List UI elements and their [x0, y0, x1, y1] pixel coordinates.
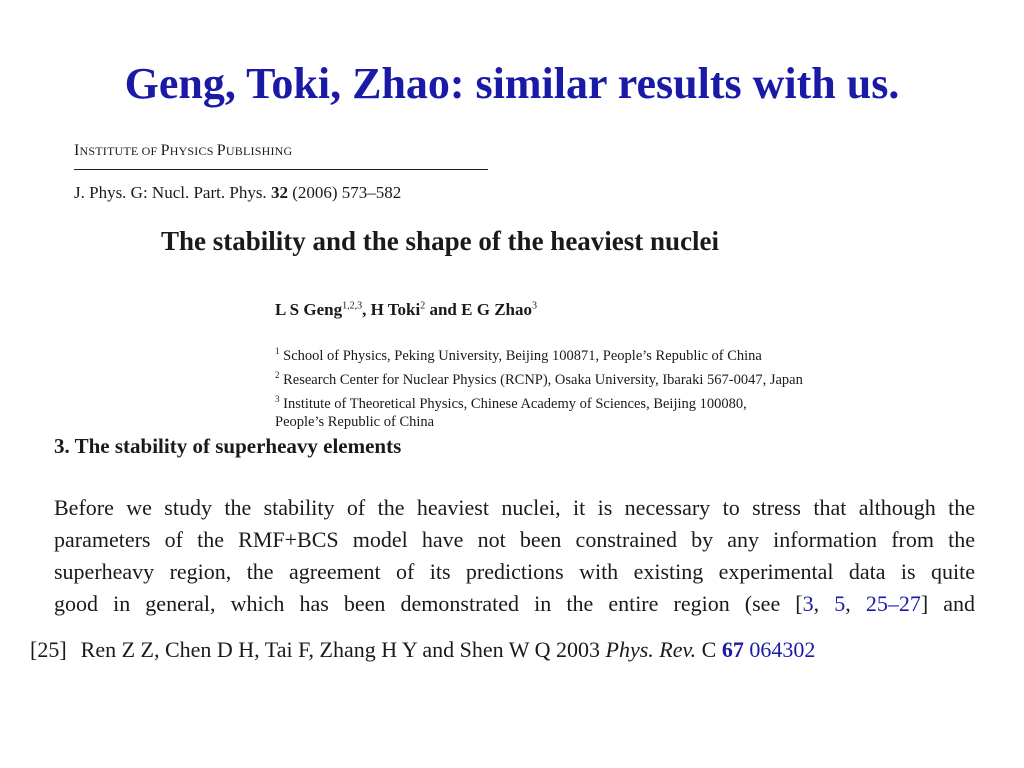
publisher-name: INSTITUTE OF PHYSICS PUBLISHING — [74, 142, 293, 159]
reference-authors: Ren Z Z, Chen D H, Tai F, Zhang H Y and Shen W Q 2003 — [80, 637, 601, 662]
author-list: L S Geng$^{1,2,3}$, H Toki$^2$ and E G Zhao$^3$ — [275, 300, 537, 319]
reference-journal: Phys. Rev. — [605, 637, 697, 662]
citation-link[interactable]: 3 — [802, 591, 814, 616]
paper-title: The stability and the shape of the heaviest nuclei — [161, 226, 720, 256]
citation-link[interactable]: 25–27 — [865, 591, 921, 616]
body-line: good in general, which has been demonstrated in the entire region (see [3, 5, 25–27] and — [54, 591, 975, 616]
section-heading: 3. The stability of superheavy elements — [54, 434, 402, 458]
reference-volume-link[interactable]: 67 — [721, 637, 744, 662]
body-line: superheavy region, the agreement of its predictions with existing experimental data is quite — [54, 559, 975, 584]
affiliations — [275, 342, 803, 432]
body-line: parameters of the RMF+BCS model have not been constrained by any information from the — [54, 527, 975, 552]
journal-citation: J. Phys. G: Nucl. Part. Phys. 32 (2006) 573–582 — [74, 183, 402, 202]
reference-entry: [25] Ren Z Z, Chen D H, Tai F, Zhang H Y and Shen W Q 2003 Phys. Rev. C 67 064302 — [30, 637, 816, 662]
publisher-divider — [74, 169, 488, 170]
affiliation-item: $^1$ School of Physics, Peking University, Beijing 100871, People’s Republic of China — [275, 346, 762, 364]
affiliation-continuation: People’s Republic of China — [275, 414, 435, 431]
citation-link[interactable]: 5 — [834, 591, 846, 616]
reference-number: [25] — [30, 637, 67, 662]
affiliation-item: $^2$ Research Center for Nuclear Physics (RCNP), Osaka University, Ibaraki 567-0047, Japan — [275, 369, 803, 388]
journal-volume: 32 — [270, 183, 288, 202]
body-paragraph — [54, 492, 975, 620]
slide-title: Geng, Toki, Zhao: similar results with us. — [124, 59, 900, 108]
reference-page-link[interactable]: 064302 — [749, 637, 816, 662]
affiliation-item: $^3$ Institute of Theoretical Physics, Chinese Academy of Sciences, Beijing 100080, — [275, 393, 747, 412]
body-line: Before we study the stability of the heaviest nuclei, it is necessary to stress that although the — [54, 495, 975, 520]
